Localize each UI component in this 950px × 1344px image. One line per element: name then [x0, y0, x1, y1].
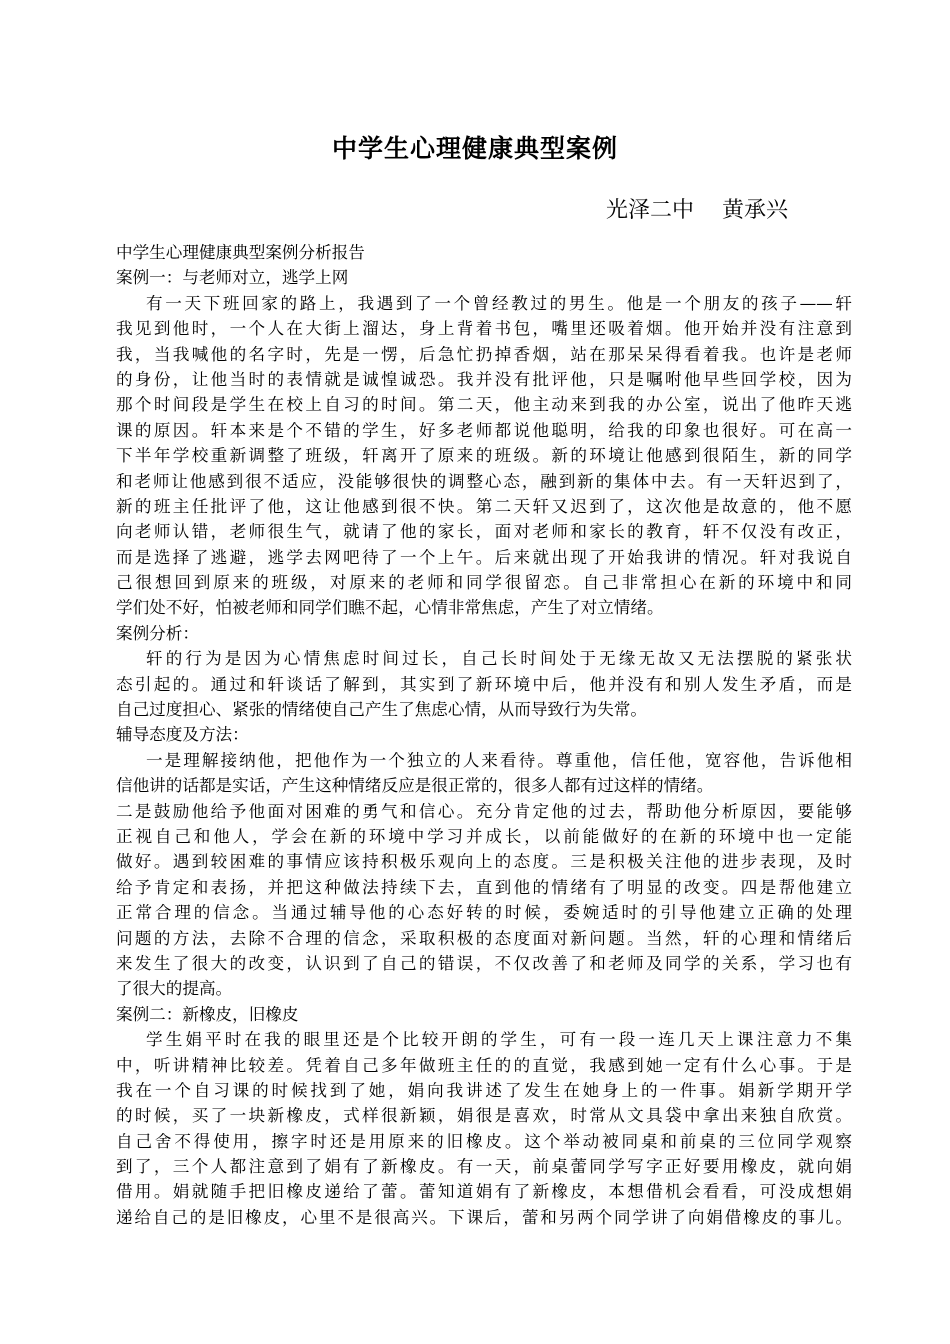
- text-line: 中学生心理健康典型案例分析报告: [116, 243, 365, 262]
- author-line: 光泽二中 黄承兴: [606, 198, 788, 223]
- text-line: 和老师让他感到很不适应，没能够很快的调整心态，融到新的集体中去。有一天轩迟到了，: [116, 471, 852, 491]
- text-line: 己很想回到原来的班级，对原来的老师和同学很留恋。自己非常担心在新的环境中和同: [116, 573, 852, 593]
- text-line: 案例一：与老师对立，逃学上网: [116, 268, 349, 288]
- text-line: 正常合理的信念。当通过辅导他的心态好转的时候，委婉适时的引导他建立正确的处理: [116, 903, 852, 923]
- text-line: 了很大的提高。: [116, 979, 233, 999]
- text-line: 新的班主任批评了他，这让他感到很不快。第二天轩又迟到了，这次他是故意的，他不愿: [116, 496, 852, 516]
- text-line: 问题的方法，去除不合理的信念，采取积极的态度面对新问题。当然，轩的心理和情绪后: [116, 928, 852, 948]
- text-line: 我在一个自习课的时候找到了她，娟向我讲述了发生在她身上的一件事。娟新学期开学: [116, 1080, 852, 1100]
- text-line: 而是选择了逃避，逃学去网吧待了一个上午。后来就出现了开始我讲的情况。轩对我说自: [116, 547, 852, 567]
- text-line: 二是鼓励他给予他面对困难的勇气和信心。充分肯定他的过去，帮助他分析原因，要能够: [116, 801, 852, 821]
- text-line: 信他讲的话都是实话，产生这种情绪反应是很正常的，很多人都有过这样的情绪。: [116, 776, 714, 796]
- text-line: 来发生了很大的改变，认识到了自己的错误，不仅改善了和老师及同学的关系，学习也有: [116, 953, 852, 973]
- text-line: 案例二：新橡皮，旧橡皮: [116, 1004, 299, 1024]
- text-line: 做好。遇到较困难的事情应该持积极乐观向上的态度。三是积极关注他的进步表现，及时: [116, 852, 852, 872]
- text-line: 下半年学校重新调整了班级，轩离开了原来的班级。新的环境让他感到很陌生，新的同学: [116, 446, 852, 466]
- text-line: 正视自己和他人，学会在新的环境中学习并成长，以前能做好的在新的环境中也一定能: [116, 826, 852, 846]
- text-line: 到了，三个人都注意到了娟有了新橡皮。有一天，前桌蕾同学写字正好要用橡皮，就向娟: [116, 1157, 852, 1177]
- text-line: 的身份，让他当时的表情就是诚惶诚恐。我并没有批评他，只是嘱咐他早些回学校，因为: [116, 369, 852, 389]
- text-line: 我见到他时，一个人在大街上溜达，身上背着书包，嘴里还吸着烟。他开始并没有注意到: [116, 319, 852, 339]
- text-line: 学生娟平时在我的眼里还是个比较开朗的学生，可有一段一连几天上课注意力不集: [146, 1030, 852, 1050]
- text-line: 轩的行为是因为心情焦虑时间过长，自己长时间处于无缘无故又无法摆脱的紧张状: [146, 649, 852, 669]
- text-line: 自己过度担心、紧张的情绪使自己产生了焦虑心情，从而导致行为失常。: [116, 700, 647, 720]
- text-line: 那个时间段是学生在校上自习的时间。第二天，他主动来到我的办公室，说出了他昨天逃: [116, 395, 852, 415]
- text-line: 态引起的。通过和轩谈话了解到，其实到了新环境中后，他并没有和别人发生矛盾，而是: [116, 674, 852, 694]
- text-line: 自己舍不得使用，擦字时还是用原来的旧橡皮。这个举动被同桌和前桌的三位同学观察: [116, 1131, 852, 1151]
- document-body: [116, 240, 852, 1230]
- text-line: 递给自己的是旧橡皮，心里不是很高兴。下课后，蕾和另两个同学讲了向娟借橡皮的事儿。: [116, 1207, 852, 1227]
- text-line: 课的原因。轩本来是个不错的学生，好多老师都说他聪明，给我的印象也很好。可在高一: [116, 420, 852, 440]
- text-line: 向老师认错，老师很生气，就请了他的家长，面对老师和家长的教育，轩不仅没有改正，: [116, 522, 852, 542]
- text-line: 借用。娟就随手把旧橡皮递给了蕾。蕾知道娟有了新橡皮，本想借机会看看，可没成想娟: [116, 1182, 852, 1202]
- text-line: 一是理解接纳他，把他作为一个独立的人来看待。尊重他，信任他，宽容他，告诉他相: [146, 750, 852, 770]
- text-line: 案例分析：: [116, 623, 199, 643]
- text-line: 学们处不好，怕被老师和同学们瞧不起，心情非常焦虑，产生了对立情绪。: [116, 598, 664, 618]
- document-title: 中学生心理健康典型案例: [331, 134, 618, 163]
- text-line: 我，当我喊他的名字时，先是一愣，后急忙扔掉香烟，站在那呆呆得看着我。也许是老师: [116, 344, 852, 364]
- text-line: 的时候，买了一块新橡皮，式样很新颖，娟很是喜欢，时常从文具袋中拿出来独自欣赏。: [116, 1106, 852, 1126]
- text-line: 有一天下班回家的路上，我遇到了一个曾经教过的男生。他是一个朋友的孩子——轩: [146, 293, 852, 313]
- text-line: 辅导态度及方法：: [116, 725, 249, 745]
- text-line: 中，听讲精神比较差。凭着自己多年做班主任的的直觉，我感到她一定有什么心事。于是: [116, 1055, 852, 1075]
- text-line: 给予肯定和表扬，并把这种做法持续下去，直到他的情绪有了明显的改变。四是帮他建立: [116, 877, 852, 897]
